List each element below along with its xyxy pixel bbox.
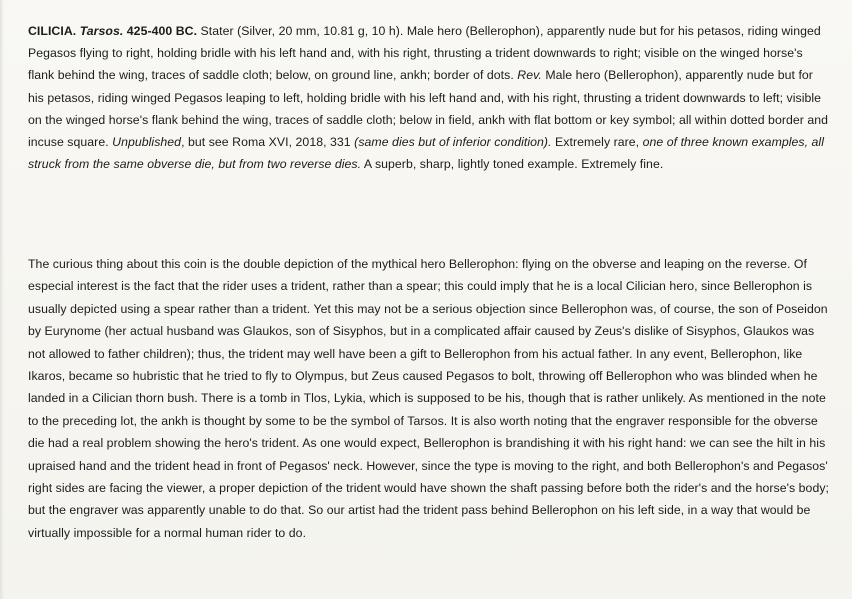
entry-city: Tarsos. xyxy=(79,24,124,38)
entry-unpublished: Unpublished xyxy=(112,135,182,150)
commentary-paragraph: The curious thing about this coin is the double depiction of the mythical hero Bellerophon: flying on the obverse and leaping on the reverse. Of especial interest is the fact that the rider uses a trident, rather than a spear; this could imply that he is a local Cilician hero, since Bellerophon is usually depicted using a spear rather than a trident. Yet this may not be a serious objection since Bellerophon was, of course, the son of Poseidon by Eurynome (her actual husband was Glaukos, son of Sisyphos, but in a complicated affair caused by Zeus's dislike of Sisyphos, Glaukos was not allowed to father children); thus, the trident may well have been a gift to Bellerophon from his actual father. In any event, Bellerophon, like Ikaros, became so hubristic that he tried to fly to Olympus, but Zeus caused Pegasos to bolt, throwing off Bellerophon who was blinded when he landed in a Cilician thorn bush. There is a tomb in Tlos, Lykia, which is supposed to be his, though that is rather unlikely. As mentioned in the note to the preceding lot, the ankh is thought by some to be the symbol of Tarsos. It is also worth noting that the engraver responsible for the obverse die had a real problem showing the hero's trident. As one would expect, Bellerophon is brandishing it with his right hand: we can see the hilt in his upraised hand and the trident head in front of Pegasos' neck. However, since the type is moving to the right, and both Bellerophon's and Pegasos' right sides are facing the viewer, a proper depiction of the trident would have shown the shaft passing before both the rider's and the horse's body; but the engraver was apparently unable to do that. So our artist had the trident pass behind Bellerophon on his left side, in a way that would be virtually impossible for a normal human rider to do. xyxy=(28,257,829,540)
entry-denomination: Stater xyxy=(200,24,234,38)
entry-reference: , but see Roma XVI, 2018, 331 xyxy=(181,135,351,150)
entry-obverse: Male hero (Bellerophon), apparently nude but for his petasos, riding winged Pegasos flying to right, holding bridle with his left hand and, with his right, thrusting a trident downwards to right; visible on the winged horse's flank behind the wing, traces of saddle cloth; below, on ground line, ankh; border of dots. xyxy=(28,24,821,83)
entry-rev-label: Rev. xyxy=(517,68,542,83)
entry-reference-note: (same dies but of inferior condition). xyxy=(354,135,552,150)
entry-date: 425-400 BC. xyxy=(126,24,198,38)
entry-grade: A superb, sharp, lightly toned example. Extremely fine. xyxy=(363,157,664,172)
scan-edge-shadow xyxy=(0,0,4,599)
catalog-entry xyxy=(28,20,832,175)
entry-rarity-note: one of three known examples, all struck from the same obverse die, but from two reverse dies. xyxy=(28,135,825,172)
entry-reverse: Male hero (Bellerophon), apparently nude but for his petasos, riding winged Pegasos leaping to left, holding bridle with his left hand and, with his right, thrusting a trident downwards to left; visible on the winged horse's flank behind the wing, traces of saddle cloth; below in field, ankh with flat bottom or key symbol; all within dotted border and incuse square. xyxy=(28,68,829,150)
entry-region: CILICIA. xyxy=(28,24,77,38)
entry-rarity: Extremely rare, xyxy=(555,135,640,150)
entry-specs: (Silver, 20 mm, 10.81 g, 10 h). xyxy=(237,24,404,38)
